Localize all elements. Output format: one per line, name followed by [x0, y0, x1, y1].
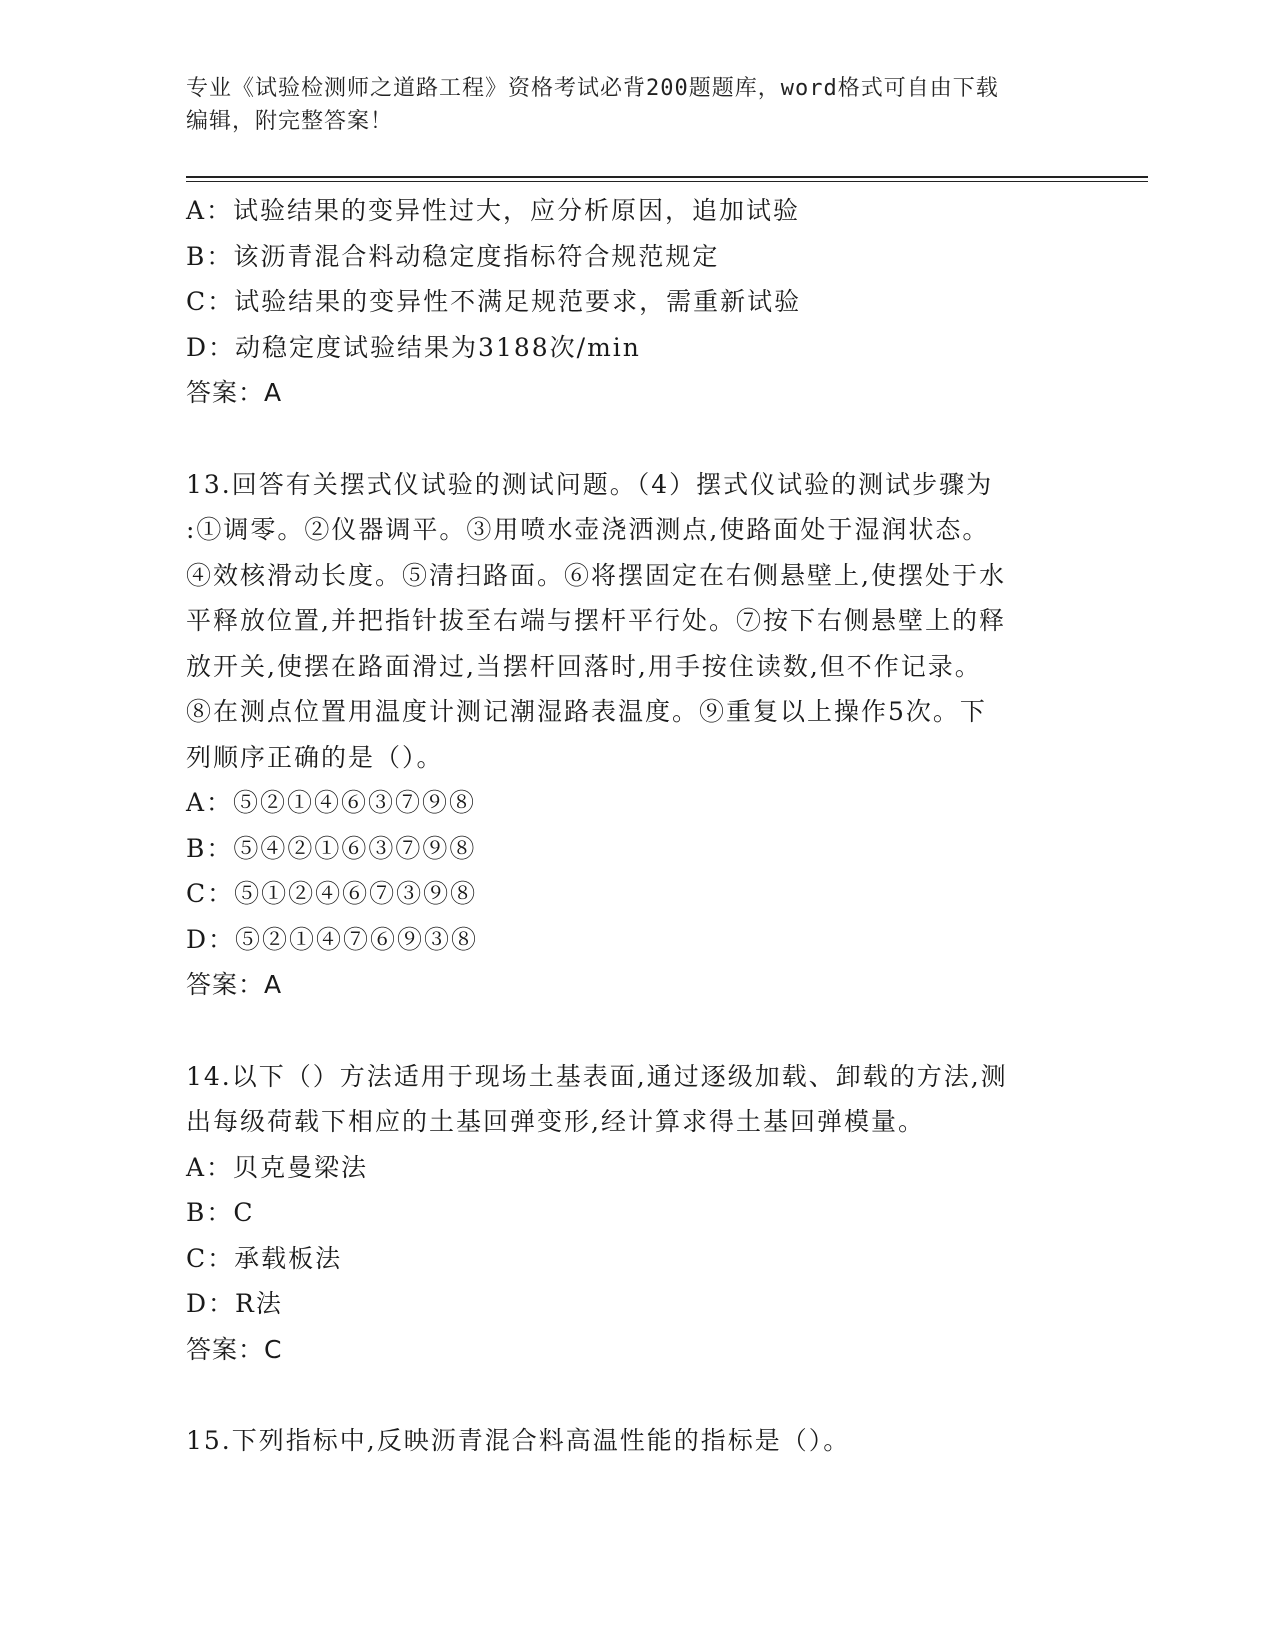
option-b: B：⑤④②①⑥③⑦⑨⑧: [186, 833, 477, 863]
option-c: C：⑤①②④⑥⑦③⑨⑧: [186, 879, 478, 908]
question-text-line: ⑧在测点位置用温度计测记潮湿路表温度。⑨重复以上操作5次。下: [186, 697, 987, 726]
option-d: D：⑤②①④⑦⑥⑨③⑧: [186, 924, 479, 954]
option-c: C：承载板法: [186, 1243, 343, 1273]
option-a: A：贝克曼梁法: [186, 1152, 369, 1182]
question-12: [186, 188, 1086, 416]
question-15: [186, 1418, 1086, 1464]
option-a: A：⑤②①④⑥③⑦⑨⑧: [186, 788, 477, 817]
option-c: C：试验结果的变异性不满足规范要求，需重新试验: [186, 287, 802, 316]
question-text-line: 14.以下（）方法适用于现场土基表面,通过逐级加载、卸载的方法,测: [186, 1061, 1008, 1091]
question-text-line: 15.下列指标中,反映沥青混合料高温性能的指标是（）。: [186, 1426, 851, 1455]
spacer: [186, 1372, 1086, 1418]
header-divider-thick: [186, 176, 1148, 178]
header-divider-thin: [186, 181, 1148, 182]
header-line-1: 专业《试验检测师之道路工程》资格考试必背200题题库，word格式可自由下载: [186, 76, 999, 101]
spacer: [186, 416, 1086, 462]
question-14: [186, 1054, 1086, 1373]
option-b: B：C: [186, 1198, 255, 1227]
question-text-line: 列顺序正确的是（）。: [186, 742, 444, 772]
question-text-line: 13.回答有关摆式仪试验的测试问题。（4）摆式仪试验的测试步骤为: [186, 469, 994, 499]
document-header: [186, 72, 1086, 138]
question-text-line: 出每级荷载下相应的土基回弹变形,经计算求得土基回弹模量。: [186, 1107, 925, 1136]
document-body: [186, 188, 1086, 1464]
header-line-2: 编辑，附完整答案！: [186, 109, 394, 134]
answer: 答案：A: [186, 378, 283, 407]
option-d: D：动稳定度试验结果为3188次/min: [186, 332, 641, 362]
answer: 答案：A: [186, 970, 283, 999]
question-text-line: ④效核滑动长度。⑤清扫路面。⑥将摆固定在右侧悬壁上,使摆处于水: [186, 560, 1006, 590]
option-b: B：该沥青混合料动稳定度指标符合规范规定: [186, 241, 720, 271]
option-a: A：试验结果的变异性过大，应分析原因，追加试验: [186, 196, 801, 225]
answer: 答案：C: [186, 1334, 283, 1364]
question-text-line: 放开关,使摆在路面滑过,当摆杆回落时,用手按住读数,但不作记录。: [186, 651, 982, 681]
option-d: D：R法: [186, 1289, 283, 1318]
spacer: [186, 1008, 1086, 1054]
question-13: [186, 462, 1086, 1008]
question-text-line: 平释放位置,并把指针拔至右端与摆杆平行处。⑦按下右侧悬壁上的释: [186, 606, 1006, 635]
question-text-line: :①调零。②仪器调平。③用喷水壶浇洒测点,使路面处于湿润状态。: [186, 515, 990, 544]
